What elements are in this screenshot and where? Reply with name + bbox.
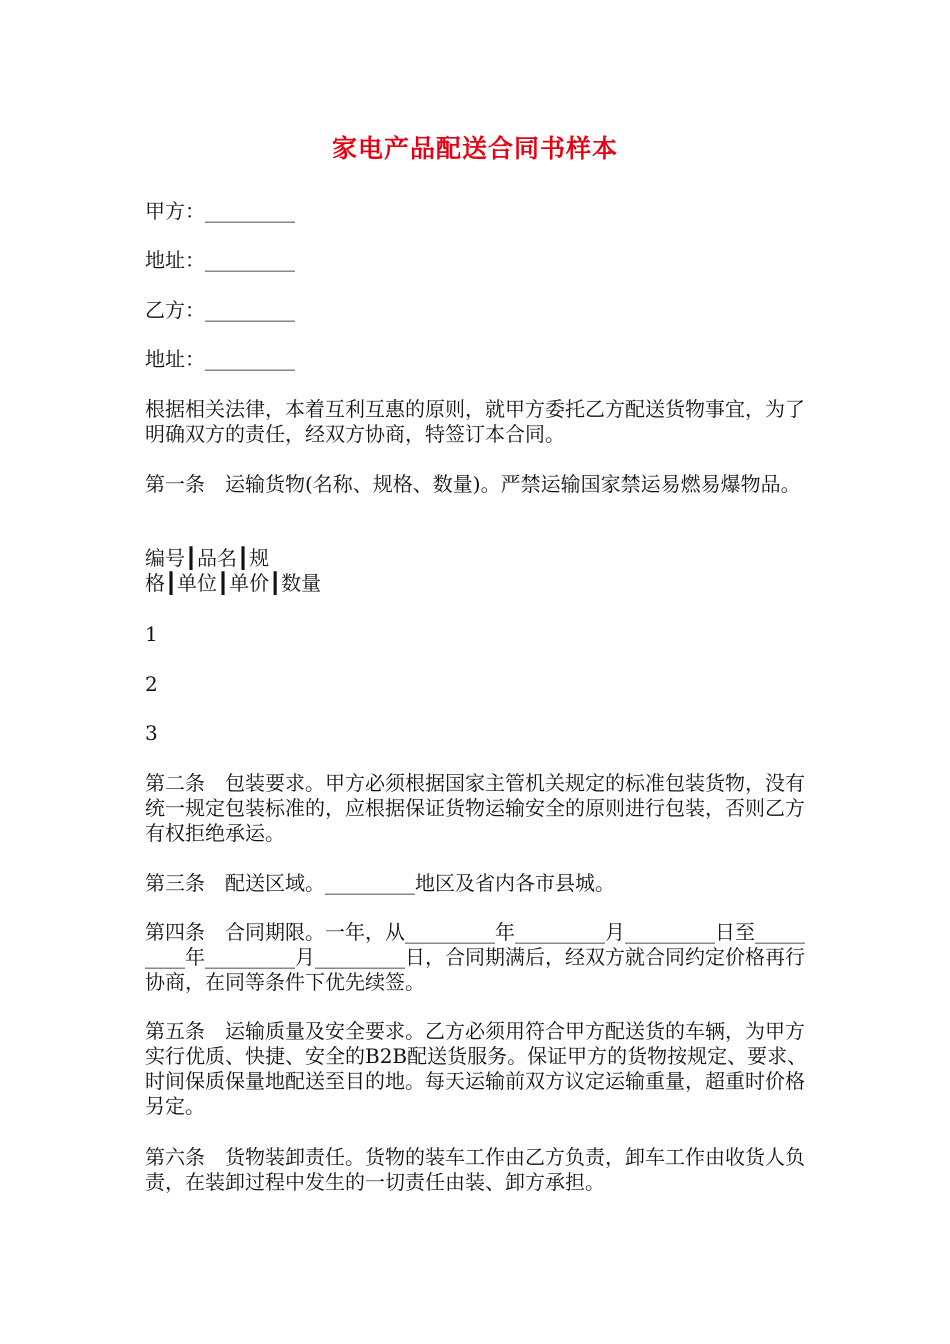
article-6: 第六条 货物装卸责任。货物的装车工作由乙方负责，卸车工作由收货人负责，在装卸过程中发生的一切责任由装、卸方承担。 <box>145 1145 805 1194</box>
document-title: 家电产品配送合同书样本 <box>331 134 618 163</box>
intro-paragraph: 根据相关法律，本着互利互惠的原则，就甲方委托乙方配送货物事宜，为了明确双方的责任，经双方协商，特签订本合同。 <box>145 397 805 446</box>
table-row-1: 1 <box>145 622 158 646</box>
party-a-line: 甲方：_________ <box>145 199 295 223</box>
address-a-line: 地址：_________ <box>145 248 295 272</box>
table-header-line-2: 格┃单位┃单价┃数量 <box>145 571 322 595</box>
article-1: 第一条 运输货物(名称、规格、数量)。严禁运输国家禁运易燃易爆物品。 <box>145 472 801 496</box>
table-row-3: 3 <box>145 721 158 745</box>
article-3: 第三条 配送区域。_________地区及省内各市县城。 <box>145 871 615 895</box>
article-2: 第二条 包装要求。甲方必须根据国家主管机关规定的标准包装货物，没有统一规定包装标准的，应根据保证货物运输安全的原则进行包装，否则乙方有权拒绝承运。 <box>145 771 805 845</box>
address-b-line: 地址：_________ <box>145 347 295 371</box>
table-header-line-1: 编号┃品名┃规 <box>145 546 270 570</box>
table-row-2: 2 <box>145 672 158 696</box>
article-4: 第四条 合同期限。一年，从_________年_________月_________日至_________年_________月_________日，合同期满后，经双方就合同约定价格再行协商，在同等条件下优先续签。 <box>145 920 805 994</box>
party-b-line: 乙方：_________ <box>145 298 295 322</box>
article-5: 第五条 运输质量及安全要求。乙方必须用符合甲方配送货的车辆，为甲方实行优质、快捷、安全的B2B配送货服务。保证甲方的货物按规定、要求、时间保质保量地配送至目的地。每天运输前双方议定运输重量，超重时价格另定。 <box>145 1019 808 1118</box>
